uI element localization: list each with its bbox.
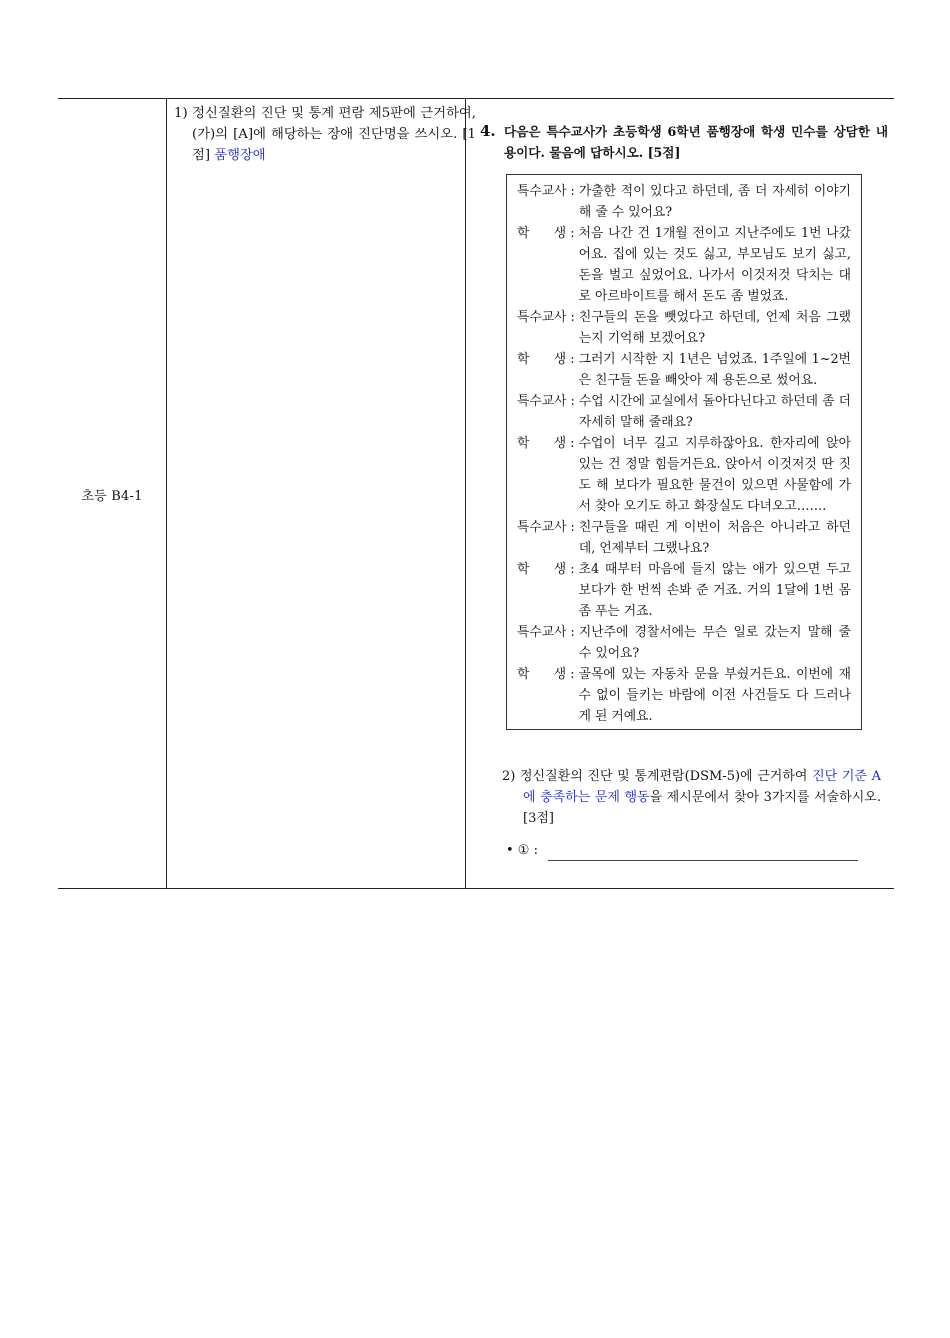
dialog-utterance: 수업이 너무 길고 지루하잖아요. 한자리에 앉아 있는 건 정말 힘들거든요. 앉아서 이것저것 딴 짓도 해 보다가 필요한 물건이 있으면 사물함에 가서 찾아 오기도 하고 화장실도 다녀오고……. [578,436,851,514]
dialog-turn [517,517,851,559]
sub-question-1-text: 1) 정신질환의 진단 및 통계 편람 제5판에 근거하여, (가)의 [A]에 해당하는 장애 진단명을 쓰시오. [1점] [174,106,476,163]
dialog-utterance: 초4 때부터 마음에 들지 않는 애가 있으면 두고 보다가 한 번씩 손봐 준 거죠. 거의 1달에 1번 몸 좀 푸는 거죠. [578,562,851,619]
sub-question-1 [174,103,476,166]
code-column [58,99,167,888]
dialog-speaker: 특수교사 : [517,520,579,535]
dialog-turn [517,622,851,664]
question-number: 4. [480,122,496,140]
dialog-turn [517,559,851,622]
dialog-utterance: 처음 나간 건 1개월 전이고 지난주에도 1번 나갔어요. 집에 있는 것도 싫고, 부모님도 보기 싫고, 돈을 벌고 싶었어요. 나가서 이것저것 닥치는 대로 아르바이트를 해서 돈도 좀 벌었죠. [578,226,851,304]
question-header [480,121,888,163]
dialog-speaker: 특수교사 : [517,625,579,640]
dialog-utterance: 가출한 적이 있다고 하던데, 좀 더 자세히 이야기 해 줄 수 있어요? [578,184,851,220]
dialog-turn [517,349,851,391]
dialog-utterance: 지난주에 경찰서에는 무슨 일로 갔는지 말해 줄 수 있어요? [578,625,851,661]
dialog-speaker: 학 생 : [517,352,579,367]
dialog-utterance: 그러기 시작한 지 1년은 넘었죠. 1주일에 1~2번은 친구들 돈을 빼앗아 제 용돈으로 썼어요. [578,352,851,388]
question-code: 초등 B4-1 [81,489,143,504]
sub-question-1-answer: 품행장애 [214,148,266,163]
dialog-turn [517,391,851,433]
dialog-speaker: 학 생 : [517,436,579,451]
exam-table [58,98,894,889]
dialog-turn [517,307,851,349]
answer-line-1 [506,841,858,861]
question-prompt: 다음은 특수교사가 초등학생 6학년 품행장애 학생 민수를 상담한 내용이다. 물음에 답하시오. [5점] [504,124,888,160]
dialog-box [506,174,862,730]
dialog-utterance: 골목에 있는 자동차 문을 부쉈거든요. 이번에 재수 없이 들키는 바람에 이전 사건들도 다 드러나게 된 거예요. [578,667,851,724]
sub-question-2-highlight: 진단 기준 A에 충족하는 문제 행동 [523,769,881,805]
dialog-turn [517,664,851,727]
sub-question-1-column [167,99,476,888]
dialog-speaker: 특수교사 : [517,310,579,325]
dialog-speaker: 학 생 : [517,667,579,682]
dialog-utterance: 친구들을 때린 게 이번이 처음은 아니라고 하던데, 언제부터 그랬나요? [578,520,851,556]
dialog-turn [517,433,851,517]
answer-line-label: • ① : [506,843,543,858]
dialog-speaker: 특수교사 : [517,184,579,199]
dialog-speaker: 학 생 : [517,562,579,577]
dialog-speaker: 학 생 : [517,226,579,241]
sub-question-2 [502,766,881,829]
dialog-utterance: 수업 시간에 교실에서 돌아다닌다고 하던데 좀 더 자세히 말해 줄래요? [578,394,851,430]
dialog-utterance: 친구들의 돈을 뺏었다고 하던데, 언제 처음 그랬는지 기억해 보겠어요? [578,310,851,346]
sub-question-2-suffix: 을 제시문에서 찾아 3가지를 서술하시오. [3점] [523,790,881,826]
dialog-speaker: 특수교사 : [517,394,579,409]
passage-column [466,99,894,888]
answer-blank[interactable] [548,846,858,861]
sub-question-2-prefix: 2) 정신질환의 진단 및 통계편람(DSM-5)에 근거하여 [502,769,813,784]
dialog-turn [517,181,851,223]
dialog-turn [517,223,851,307]
